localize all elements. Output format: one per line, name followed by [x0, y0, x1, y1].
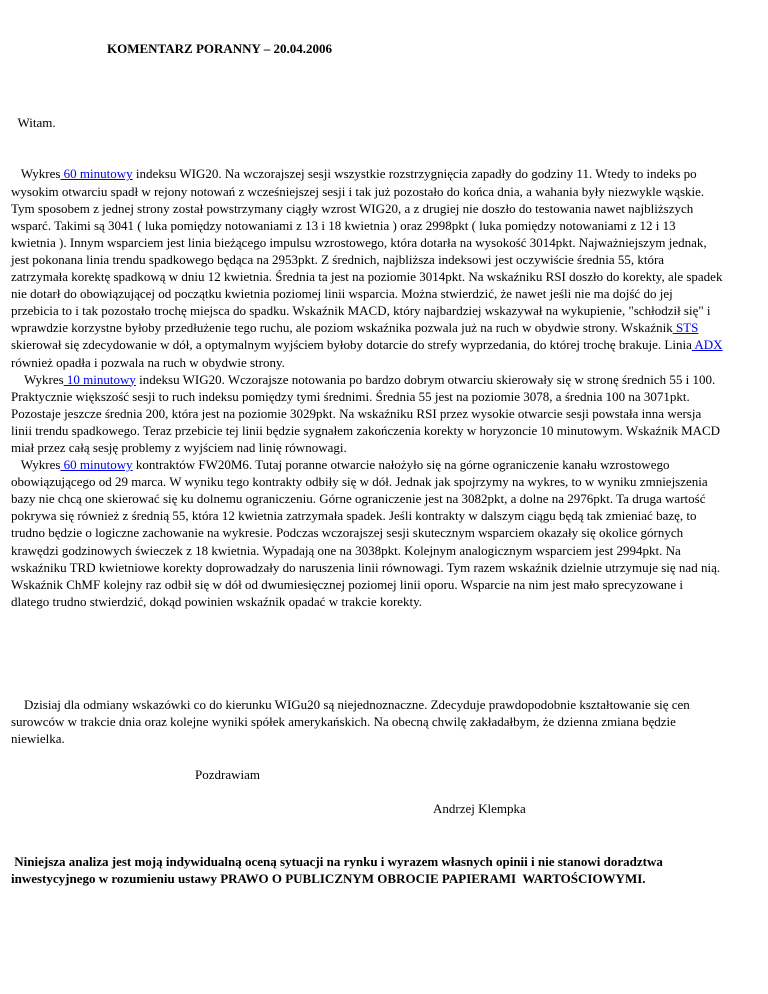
chart-link[interactable]: 60 minutowy [60, 457, 133, 473]
legal-disclaimer: Niniejsza analiza jest moją indywidualną oceną sytuacji na rynku i wyrazem własnych opinii i nie stanowi doradztwa inwestycyjnego w rozumieniu ustawy PRAWO O PUBLICZNYM OBROCIE PAPIERAMI WARTOŚCIOWYMI. [11, 854, 667, 887]
paragraph-text: Wykres [11, 371, 64, 387]
author-signature: Andrzej Klempka [433, 801, 526, 816]
paragraph-text: indeksu WIG20. Wczorajsze notowania po bardzo dobrym otwarciu skierowały się w stronę średnich 55 i 100. Praktycznie większość sesji to ruch indeksu pomiędzy tymi średnimi. Średnia 55 jest na poziomie 3078, a średnia 100 na 3071pkt. Pozostaje jeszcze średnia 200, która jest na poziomie 3029pkt. Na wskaźniku RSI przez wysokie otwarcie sesji powstała inna wersja linii trendu spadkowego. Teraz przebicie tej linii będzie sygnałem zakończenia korekty w horyzoncie 10 minutowym. Wskaźnik MACD miał przez całą sesję problemy z wyjściem nad linię równowagi. [11, 371, 724, 455]
closing-greeting: Pozdrawiam [195, 767, 260, 782]
analysis-paragraph [11, 456, 723, 610]
chart-link[interactable]: STS [672, 320, 699, 336]
analysis-paragraph [11, 371, 723, 456]
analysis-paragraphs [11, 165, 726, 609]
paragraph-text: indeksu WIG20. Na wczorajszej sesji wszystkie rozstrzygnięcia zapadły do godziny 11. Wtedy to indeks po wysokim otwarciu spadł w rejony notowań z wcześniejszej sesji i tak już pozostało do końca dnia, a wahania były niezwykle wąskie. Tym sposobem z jednej strony został powstrzymany ciągły wzrost WIG20, a z drugiej nie doszło do testowania nawet najbliższych wsparć. Takimi są 3041 ( luka pomiędzy notowaniami z 13 i 18 kwietnia ) oraz 2998pkt ( luka pomiędzy notowaniami z 12 i 13 kwietnia ). Innym wsparciem jest linia bieżącego impulsu wzrostowego, która dotarła na wysokość 3014pkt. Najważniejszym jednak, jest pokonana linia trendu spadkowego będąca na 2953pkt. Z średnich, najbliższa indeksowi jest oczywiście średnia 55, która zatrzymała korektę spadkową w dniu 12 kwietnia. Średnia ta jest na poziomie 3014pkt. Na wskaźniku RSI doszło do korekty, ale spadek nie dotarł do obowiązującej od początku kwietnia poziomej linii wsparcia. Można stwierdzić, że nawet jeśli nie ma dojść do jej przebicia to i tak pozostało trochę miejsca do spadku. Wskaźnik MACD, który najbardziej wskazywał na wykupienie, "schłodził się" i wprawdzie korzystne byłoby przedłużenie tego ruchu, ale poziom wskaźnika pozwala już na ruch w obydwie strony. Wskaźnik [11, 166, 726, 336]
paragraph-text: również opadła i pozwala na ruch w obydwie strony. [11, 337, 726, 370]
greeting-line: Witam. [11, 115, 56, 131]
paragraph-text: skierował się zdecydowanie w dół, a optymalnym wyjściem byłoby dotarcie do strefy wyprzedania, do której trochę brakuje. Linia [11, 320, 702, 353]
chart-link[interactable]: 60 minutowy [60, 166, 133, 182]
paragraph-text: Wykres [11, 457, 61, 473]
paragraph-text: kontraktów FW20M6. Tutaj poranne otwarcie nałożyło się na górne ograniczenie kanału wzrostowego obowiązującego od 29 marca. W wyniku tego kontrakty odbiły się w dół. Jednak jak spojrzymy na wykres, to w wyniku zmniejszenia bazy nie chcą one skierować się ku dolnemu ograniczeniu. Górne ograniczenie jest na 3082pkt, a dolne na 2976pkt. Ta druga wartość pokrywa się również z średnią 55, która 12 kwietnia zatrzymała spadek. Jeśli kontrakty w dalszym ciągu będą tak zmieniać bazę, to trudno będzie o logiczne zachowanie na wykresie. Podczas wczorajszej sesji skutecznym wsparciem okazały się okolice górnych krawędzi godzinowych świeczek z 18 kwietnia. Wypadają one na 3038pkt. Kolejnym analogicznym wsparciem jest 2994pkt. Na wskaźniku TRD kwietniowe korekty doprowadzały do naruszenia linii równowagi. Tym razem wskaźnik dzielnie utrzymuje się nad nią. Wskaźnik ChMF kolejny raz odbił się w dół od dwumiesięcznej poziomej linii oporu. Wsparcie na nim jest mało sprecyzowane i dlatego trudno stwierdzić, dokąd powinien wskaźnik opadać w trakcie korekty. [11, 457, 724, 609]
paragraph-text: Wykres [11, 166, 61, 182]
paragraph-gap [11, 644, 723, 662]
document-title: KOMENTARZ PORANNY – 20.04.2006 [107, 41, 332, 56]
analysis-paragraph [11, 165, 726, 370]
outlook-paragraph: Dzisiaj dla odmiany wskazówki co do kierunku WIGu20 są niejednoznaczne. Zdecyduje prawdopodobnie kształtowanie się cen surowców w trakcie dnia oraz kolejne wyniki spółek amerykańskich. Na obecną chwilę zakładałbym, że dzienna zmiana będzie niewielka. [11, 697, 694, 747]
chart-link[interactable]: ADX [691, 337, 723, 353]
chart-link[interactable]: 10 minutowy [63, 371, 136, 387]
commentary-body [11, 80, 726, 782]
